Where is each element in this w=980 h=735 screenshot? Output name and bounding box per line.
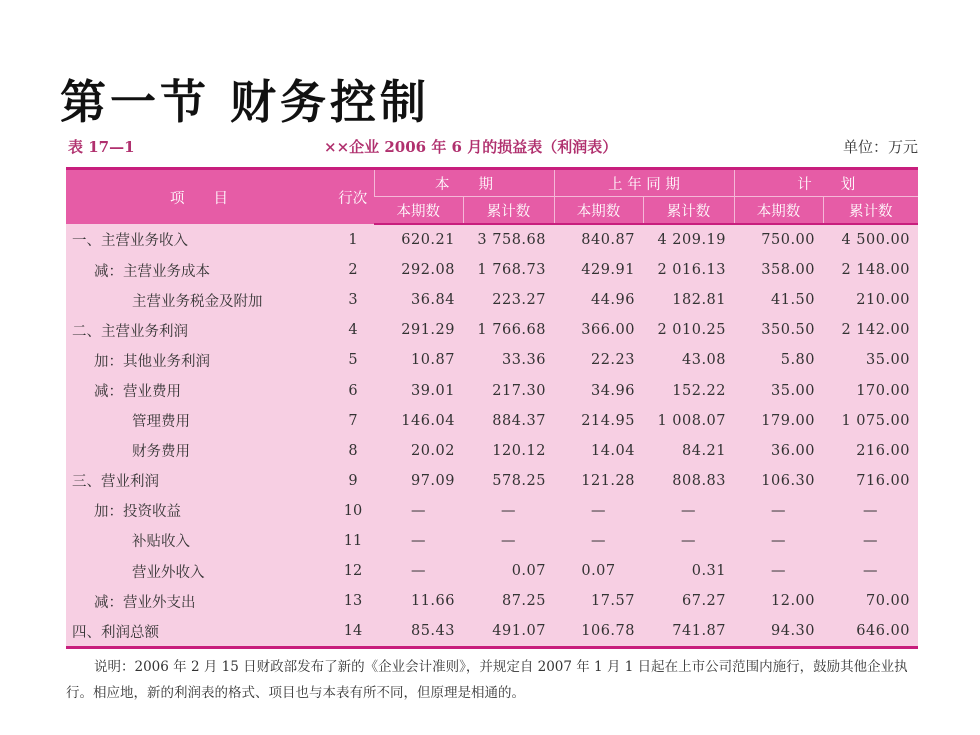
table-row xyxy=(66,556,918,586)
cell-value: 2 142.00 xyxy=(823,315,918,345)
cell-value: 14.04 xyxy=(554,436,643,466)
row-item: 财务费用 xyxy=(66,436,332,466)
cell-value: 33.36 xyxy=(463,345,554,375)
cell-value: 44.96 xyxy=(554,285,643,315)
table-row xyxy=(66,315,918,345)
header-sub-1: 本期数 xyxy=(374,197,463,225)
cell-value: 292.08 xyxy=(374,255,463,285)
header-sub-6: 累计数 xyxy=(823,197,918,225)
cell-value: 4 500.00 xyxy=(823,224,918,255)
row-item: 减：营业费用 xyxy=(66,375,332,405)
cell-value: 741.87 xyxy=(643,616,734,648)
table-row xyxy=(66,496,918,526)
cell-value: — xyxy=(643,496,734,526)
cell-value: — xyxy=(823,556,918,586)
cell-value: 1 075.00 xyxy=(823,406,918,436)
table-number: 表 17—1 xyxy=(68,138,135,156)
table-name: ××企业 2006 年 6 月的损益表（利润表） xyxy=(324,138,618,156)
cell-value: 716.00 xyxy=(823,466,918,496)
row-line-no: 5 xyxy=(332,345,374,375)
cell-value: 350.50 xyxy=(734,315,823,345)
cell-value: 0.07 xyxy=(554,556,643,586)
cell-value: — xyxy=(463,496,554,526)
table-row xyxy=(66,586,918,616)
cell-value: 67.27 xyxy=(643,586,734,616)
cell-value: 291.29 xyxy=(374,315,463,345)
header-plan: 计 划 xyxy=(734,169,918,197)
cell-value: 146.04 xyxy=(374,406,463,436)
cell-value: 12.00 xyxy=(734,586,823,616)
cell-value: 39.01 xyxy=(374,375,463,405)
cell-value: — xyxy=(554,496,643,526)
header-sub-4: 累计数 xyxy=(643,197,734,225)
cell-value: 97.09 xyxy=(374,466,463,496)
row-item: 加：其他业务利润 xyxy=(66,345,332,375)
row-item: 四、利润总额 xyxy=(66,616,332,648)
cell-value: 1 768.73 xyxy=(463,255,554,285)
cell-value: — xyxy=(374,496,463,526)
cell-value: 216.00 xyxy=(823,436,918,466)
cell-value: 11.66 xyxy=(374,586,463,616)
cell-value: — xyxy=(823,496,918,526)
row-item: 减：主营业务成本 xyxy=(66,255,332,285)
cell-value: 70.00 xyxy=(823,586,918,616)
cell-value: 22.23 xyxy=(554,345,643,375)
cell-value: 121.28 xyxy=(554,466,643,496)
cell-value: 366.00 xyxy=(554,315,643,345)
row-line-no: 11 xyxy=(332,526,374,556)
cell-value: 106.78 xyxy=(554,616,643,648)
header-sub-2: 累计数 xyxy=(463,197,554,225)
table-row xyxy=(66,466,918,496)
row-line-no: 14 xyxy=(332,616,374,648)
row-item: 二、主营业务利润 xyxy=(66,315,332,345)
cell-value: 4 209.19 xyxy=(643,224,734,255)
row-line-no: 12 xyxy=(332,556,374,586)
cell-value: 10.87 xyxy=(374,345,463,375)
row-line-no: 1 xyxy=(332,224,374,255)
cell-value: — xyxy=(374,556,463,586)
cell-value: — xyxy=(643,526,734,556)
row-line-no: 6 xyxy=(332,375,374,405)
table-row xyxy=(66,526,918,556)
cell-value: 17.57 xyxy=(554,586,643,616)
cell-value: 87.25 xyxy=(463,586,554,616)
table-row xyxy=(66,255,918,285)
cell-value: 36.84 xyxy=(374,285,463,315)
cell-value: 429.91 xyxy=(554,255,643,285)
header-line-no: 行次 xyxy=(332,169,374,225)
table-row xyxy=(66,616,918,648)
cell-value: 170.00 xyxy=(823,375,918,405)
row-item: 加：投资收益 xyxy=(66,496,332,526)
cell-value: 179.00 xyxy=(734,406,823,436)
row-item: 主营业务税金及附加 xyxy=(66,285,332,315)
cell-value: 182.81 xyxy=(643,285,734,315)
cell-value: 808.83 xyxy=(643,466,734,496)
row-line-no: 7 xyxy=(332,406,374,436)
table-note xyxy=(66,654,918,706)
cell-value: 85.43 xyxy=(374,616,463,648)
cell-value: 750.00 xyxy=(734,224,823,255)
cell-value: 5.80 xyxy=(734,345,823,375)
table-caption xyxy=(68,136,918,158)
row-line-no: 13 xyxy=(332,586,374,616)
cell-value: 646.00 xyxy=(823,616,918,648)
cell-value: — xyxy=(374,526,463,556)
cell-value: 1 766.68 xyxy=(463,315,554,345)
header-last-year: 上 年 同 期 xyxy=(554,169,734,197)
header-current-period: 本 期 xyxy=(374,169,554,197)
cell-value: — xyxy=(554,526,643,556)
cell-value: 0.31 xyxy=(643,556,734,586)
cell-value: 0.07 xyxy=(463,556,554,586)
header-sub-3: 本期数 xyxy=(554,197,643,225)
row-item: 减：营业外支出 xyxy=(66,586,332,616)
cell-value: 620.21 xyxy=(374,224,463,255)
cell-value: 3 758.68 xyxy=(463,224,554,255)
cell-value: — xyxy=(823,526,918,556)
table-row xyxy=(66,345,918,375)
row-item: 营业外收入 xyxy=(66,556,332,586)
row-line-no: 2 xyxy=(332,255,374,285)
table-row xyxy=(66,224,918,255)
cell-value: 210.00 xyxy=(823,285,918,315)
cell-value: 491.07 xyxy=(463,616,554,648)
cell-value: 214.95 xyxy=(554,406,643,436)
cell-value: — xyxy=(734,556,823,586)
table-unit: 单位：万元 xyxy=(842,138,918,156)
cell-value: 36.00 xyxy=(734,436,823,466)
row-line-no: 8 xyxy=(332,436,374,466)
cell-value: 223.27 xyxy=(463,285,554,315)
cell-value: 578.25 xyxy=(463,466,554,496)
cell-value: 35.00 xyxy=(823,345,918,375)
cell-value: 1 008.07 xyxy=(643,406,734,436)
cell-value: 884.37 xyxy=(463,406,554,436)
cell-value: 20.02 xyxy=(374,436,463,466)
cell-value: 43.08 xyxy=(643,345,734,375)
table-row xyxy=(66,285,918,315)
row-line-no: 3 xyxy=(332,285,374,315)
row-item: 补贴收入 xyxy=(66,526,332,556)
row-line-no: 10 xyxy=(332,496,374,526)
header-item: 项 目 xyxy=(66,169,332,225)
income-statement-table xyxy=(66,167,918,649)
note-text: 说明：2006 年 2 月 15 日财政部发布了新的《企业会计准则》，并规定自 2007 年 1 月 1 日起在上市公司范围内施行，鼓励其他企业执行。相应地，新的利润表的格式、项目也与本表有所不同，但原理是相通的。 xyxy=(66,659,908,701)
row-line-no: 4 xyxy=(332,315,374,345)
cell-value: 217.30 xyxy=(463,375,554,405)
table-row xyxy=(66,406,918,436)
cell-value: 2 016.13 xyxy=(643,255,734,285)
table-row xyxy=(66,436,918,466)
cell-value: 152.22 xyxy=(643,375,734,405)
row-line-no: 9 xyxy=(332,466,374,496)
cell-value: 41.50 xyxy=(734,285,823,315)
row-item: 一、主营业务收入 xyxy=(66,224,332,255)
cell-value: 2 010.25 xyxy=(643,315,734,345)
cell-value: 2 148.00 xyxy=(823,255,918,285)
cell-value: 106.30 xyxy=(734,466,823,496)
table-row xyxy=(66,375,918,405)
cell-value: — xyxy=(734,496,823,526)
cell-value: — xyxy=(734,526,823,556)
cell-value: 94.30 xyxy=(734,616,823,648)
cell-value: — xyxy=(463,526,554,556)
cell-value: 34.96 xyxy=(554,375,643,405)
cell-value: 120.12 xyxy=(463,436,554,466)
header-sub-5: 本期数 xyxy=(734,197,823,225)
row-item: 三、营业利润 xyxy=(66,466,332,496)
cell-value: 84.21 xyxy=(643,436,734,466)
cell-value: 358.00 xyxy=(734,255,823,285)
cell-value: 35.00 xyxy=(734,375,823,405)
cell-value: 840.87 xyxy=(554,224,643,255)
row-item: 管理费用 xyxy=(66,406,332,436)
slide-title: 第一节 财务控制 xyxy=(60,75,431,129)
